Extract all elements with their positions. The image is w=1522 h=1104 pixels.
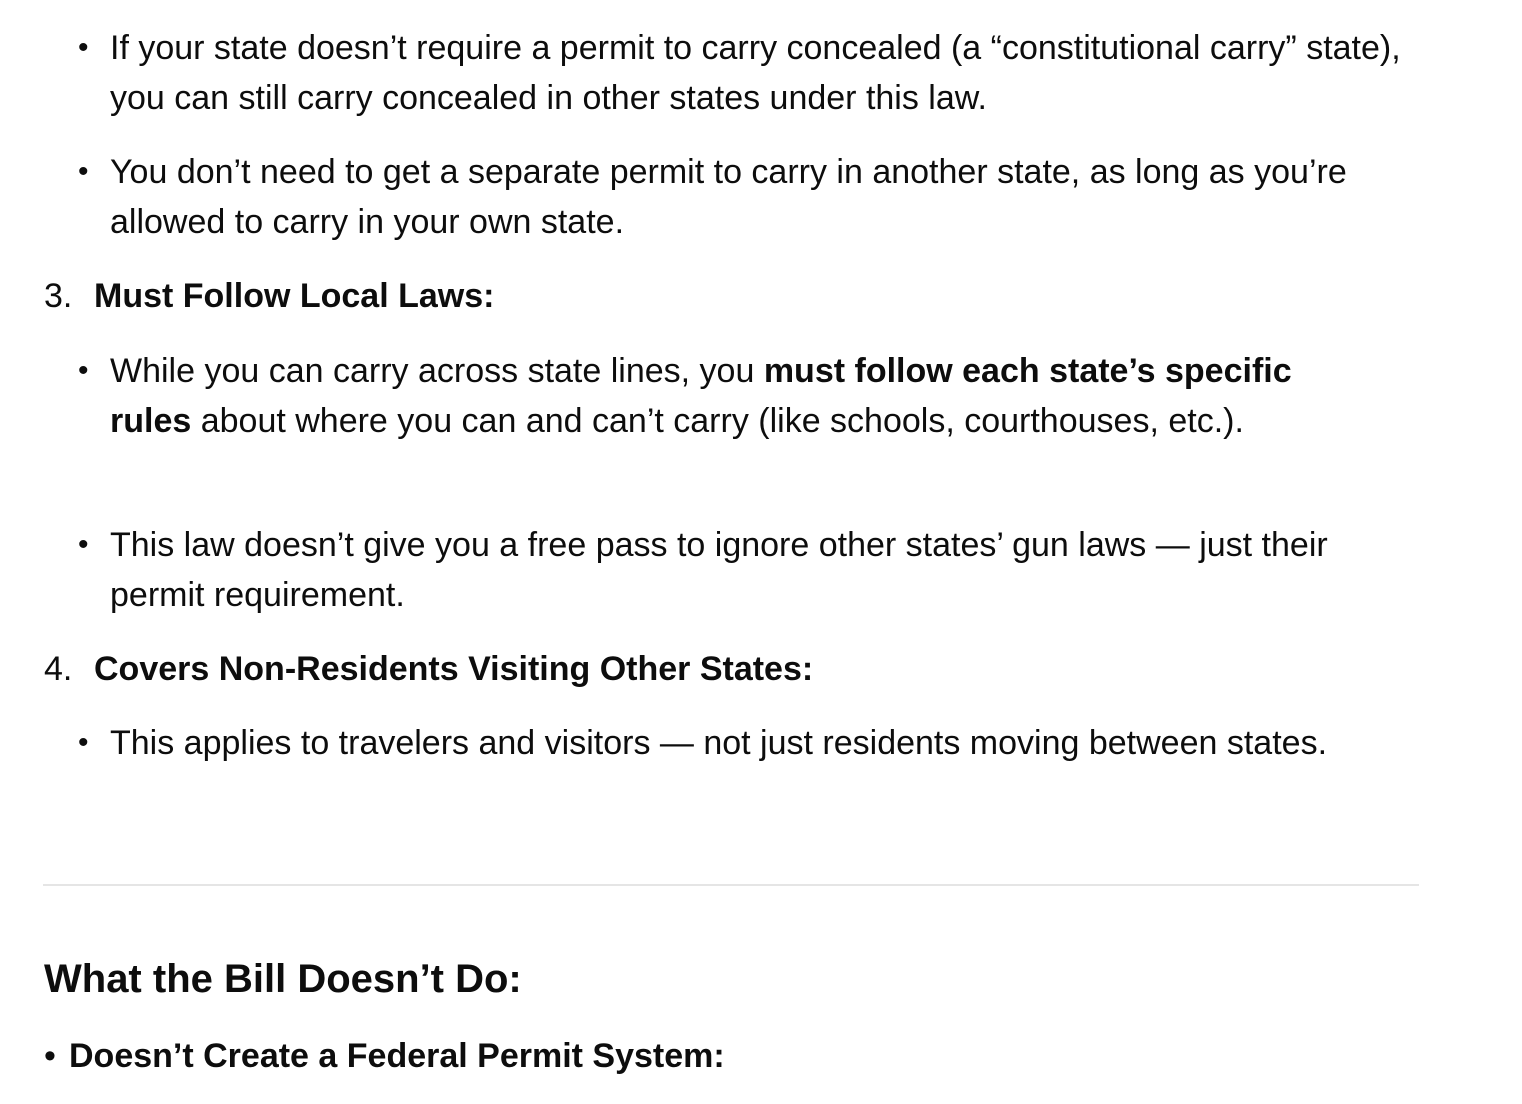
bullet-marker: • [78,726,89,759]
list-item [78,520,1410,620]
numbered-item-4 [44,644,813,694]
list-item [44,1031,725,1081]
bullet-text: If your state doesn’t require a permit to carry concealed (a “constitutional carry” state), you can still carry concealed in other states under this law. [110,29,1401,117]
item-title: Must Follow Local Laws: [94,277,495,315]
item-number: 3. [44,277,73,315]
list-item [78,346,1310,446]
bullet-text-before: While you can carry across state lines, you [110,352,764,390]
bullet-marker: • [78,528,89,561]
bullet-text: This law doesn’t give you a free pass to ignore other states’ gun laws — just their permit requirement. [110,526,1328,614]
bullet-text-after: about where you can and can’t carry (like schools, courthouses, etc.). [191,402,1244,440]
bullet-text: Doesn’t Create a Federal Permit System: [69,1037,725,1075]
numbered-item-3 [44,271,494,321]
item-title: Covers Non-Residents Visiting Other States: [94,650,814,688]
item-number: 4. [44,650,73,688]
list-item [78,23,1410,123]
list-item [78,147,1410,247]
bullet-text: You don’t need to get a separate permit to carry in another state, as long as you’re allowed to carry in your own state. [110,153,1347,241]
section-divider [43,884,1419,886]
bullet-marker: • [78,155,89,188]
bullet-text: This applies to travelers and visitors — not just residents moving between states. [110,724,1328,762]
list-item [78,718,1370,768]
bullet-marker: • [78,31,89,64]
bullet-marker: • [44,1037,56,1075]
section-heading: What the Bill Doesn’t Do: [44,957,522,1001]
bullet-marker: • [78,354,89,387]
bullet-text-bold: must follow each state’s specific rules [110,352,1292,440]
